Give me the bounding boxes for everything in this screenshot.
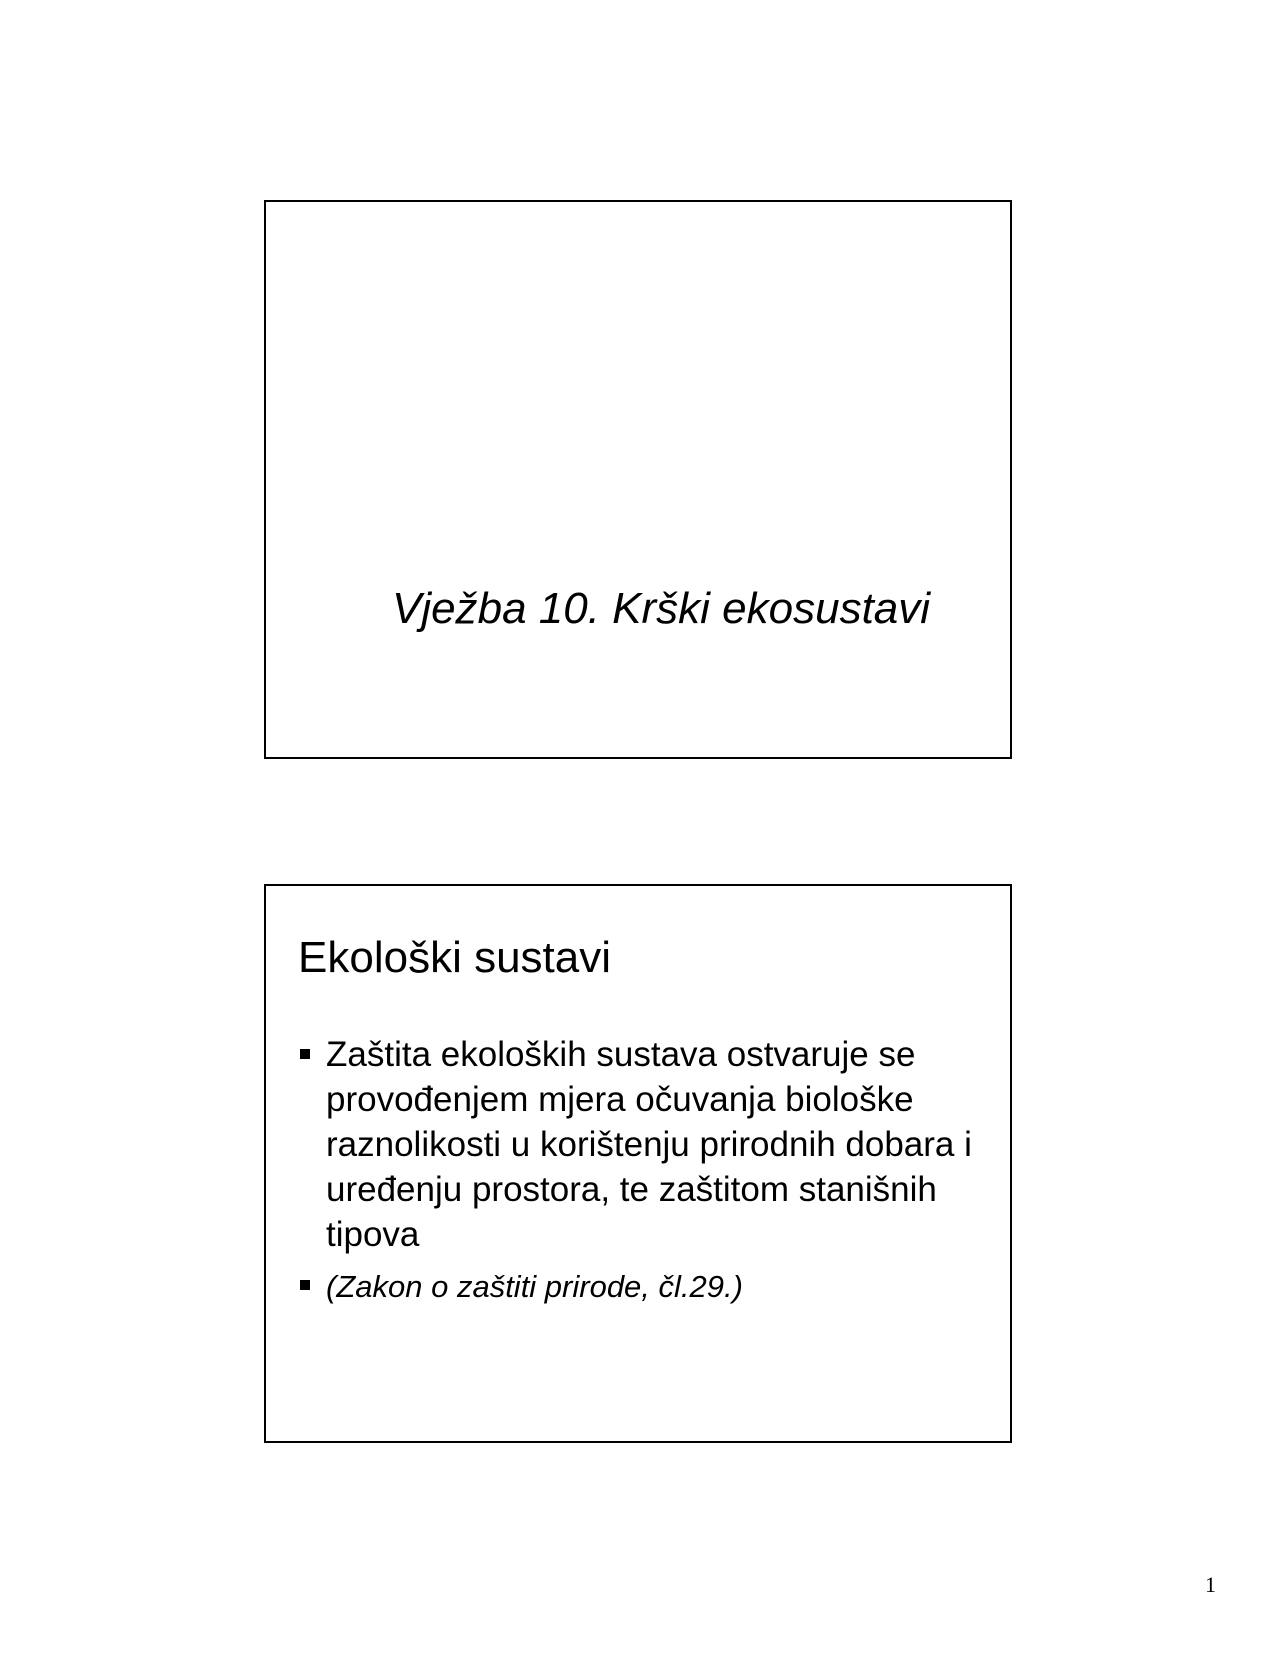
slide-heading: Ekološki sustavi bbox=[298, 933, 612, 982]
bullet-text: Zaštita ekoloških sustava ostvaruje se provođenjem mjera očuvanja biološke raznolikosti u korištenju prirodnih dobara i uređenju prostora, te zaštitom stanišnih tipova bbox=[326, 1035, 972, 1254]
square-bullet-icon bbox=[300, 1049, 310, 1059]
slide-title: Vježba 10. Krški ekosustavi bbox=[392, 584, 931, 633]
bullet-text: (Zakon o zaštiti prirode, čl.29.) bbox=[326, 1269, 743, 1304]
bullet-item bbox=[296, 1263, 986, 1309]
square-bullet-icon bbox=[300, 1280, 310, 1290]
bullet-list bbox=[296, 1032, 986, 1315]
bullet-item bbox=[296, 1032, 986, 1257]
page-number: 1 bbox=[1205, 1572, 1216, 1597]
slide-1 bbox=[264, 200, 1012, 759]
slide-2 bbox=[264, 884, 1012, 1443]
